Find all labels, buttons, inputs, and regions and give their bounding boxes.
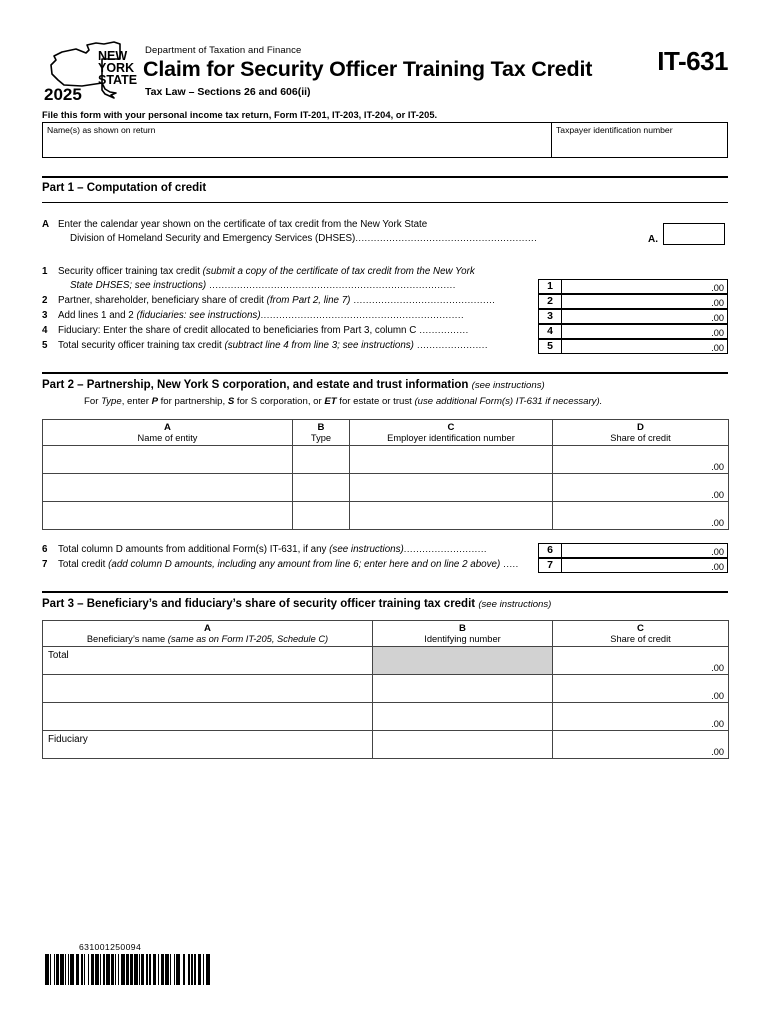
part2-row1-share[interactable] [553,446,729,474]
table-row [43,731,729,759]
part2-col-c-letter: C [447,422,455,433]
table-row [43,446,729,474]
item-a-text1: Enter the calendar year shown on the certificate of tax credit from the New York State [58,219,428,230]
item-a-dots: ........................................................... [355,233,538,243]
part2-col-d-letter: D [637,422,644,433]
part1-line-3-cents: .00 [711,313,724,323]
part3-title [42,598,551,610]
part3-table-header-row [43,621,729,647]
part2-row2-type[interactable] [293,474,350,502]
part1-line-2-numbox: 2 [538,294,562,309]
item-a-input[interactable] [663,223,725,245]
tax-law-reference: Tax Law – Sections 26 and 606(ii) [145,86,311,98]
part1-line-2-text [42,295,495,306]
part1-line-5-text [42,340,488,351]
part1-line-4-main: Fiduciary: Enter the share of credit allocated to beneficiaries from Part 3, column C [58,325,417,336]
page-title: Claim for Security Officer Training Tax Credit [143,57,593,81]
part2-row2-ein[interactable] [350,474,553,502]
name-field-label: Name(s) as shown on return [47,125,156,135]
part3-title-text: Part 3 – Beneficiary’s and fiduciary’s share of security officer training tax credit [42,598,479,610]
part2-col-b-label: Type [310,433,332,443]
part3-col-a-label-italic: (same as on Form IT-205, Schedule C) [167,634,329,644]
part3-row1-name[interactable] [43,647,373,675]
part1-line-3-dots: .................................................................. [260,310,465,320]
part2-line-7-main: Total credit [58,559,109,570]
table-row [43,502,729,530]
department-name: Department of Taxation and Finance [145,45,302,56]
part2-line-6-input[interactable] [561,543,728,558]
part2-line-6-main: Total column D amounts from additional Form(s) IT-631, if any [58,544,330,555]
part1-line-3-italic: (fiduciaries: see instructions) [136,310,261,321]
part1-line-4-row [42,325,728,340]
part2-row3-type[interactable] [293,502,350,530]
part1-line-4-number: 4 [42,325,48,336]
part2-col-c-label: Employer identification number [387,433,515,443]
item-a-text2: Division of Homeland Security and Emergency Services (DHSES) [70,233,356,244]
part1-line-2-number: 2 [42,295,48,306]
file-instruction: File this form with your personal income tax return, Form IT-201, IT-203, IT-204, or IT-205. [42,110,438,120]
part2-line-7-italic: (add column D amounts, including any amount from line 6; enter here and on line 2 above) [108,559,501,570]
part2-row2-share[interactable] [553,474,729,502]
new-york-state-logo [42,38,147,104]
part2-table-header-row [43,420,729,446]
part3-row3-cents: .00 [711,719,724,729]
part1-line-1-italic2: State DHSES; see instructions) [70,280,207,291]
part2-col-a-label: Name of entity [137,433,198,443]
part2-line-6-numbox: 6 [538,543,562,558]
part1-line-5-dots: ....................... [413,340,488,350]
table-row [43,703,729,731]
part3-col-a-label-text: Beneficiary’s name [86,634,168,644]
part3-row2-identifying[interactable] [373,675,553,703]
part3-col-c-header [553,621,729,647]
table-row [43,474,729,502]
part3-col-a-header [43,621,373,647]
part1-bottom-rule [42,202,728,203]
part2-row1-ein[interactable] [350,446,553,474]
part1-line-2-row [42,295,728,310]
part1-line-5-numbox: 5 [538,339,562,354]
part3-table [42,620,729,759]
part3-row4-cents: .00 [711,747,724,757]
part1-line-5-main: Total security officer training tax credit [58,340,225,351]
part2-table [42,419,729,530]
part1-line-2-input[interactable] [561,294,728,309]
part2-line-6-number: 6 [42,544,48,555]
part3-row3-share[interactable] [553,703,729,731]
part1-line-1-number: 1 [42,266,48,277]
part1-line-1-row [42,266,728,295]
part3-row2-name[interactable] [43,675,373,703]
part3-col-a-label [87,634,328,644]
part2-line-7-row [42,559,728,574]
part1-line-3-row [42,310,728,325]
part2-line-7-input[interactable] [561,558,728,573]
part1-line-3-text [42,310,464,321]
part3-row1-cents: .00 [711,663,724,673]
part2-row3-ein[interactable] [350,502,553,530]
part2-row3-share[interactable] [553,502,729,530]
part1-line-1-numbox: 1 [538,279,562,294]
part2-line-7-text [42,559,519,570]
part1-line-4-dots: ................ [416,325,469,335]
part1-line-3-main: Add lines 1 and 2 [58,310,137,321]
part1-line-3-input[interactable] [561,309,728,324]
part1-line-1-text [42,266,475,277]
part3-row2-share[interactable] [553,675,729,703]
logo-year: 2025 [44,85,82,104]
part2-row1-type[interactable] [293,446,350,474]
part2-row2-cents: .00 [711,490,724,500]
part2-line-7-dots: ..... [500,559,519,569]
part2-line-6-italic: (see instructions) [329,544,404,555]
item-a-line2 [70,233,537,244]
part2-line-6-cents: .00 [711,547,724,557]
part2-subtitle: For Type, enter P for partnership, S for S corporation, or ET for estate or trust (use additional Form(s) IT-631 if necessary). [84,396,603,407]
barcode-number: 631001250094 [79,942,142,952]
tin-field-label: Taxpayer identification number [556,125,673,135]
logo-line1: NEW [98,49,128,63]
part1-top-rule [42,176,728,178]
part1-line-1-italic: (submit a copy of the certificate of tax credit from the New York [202,266,475,277]
part1-line-2-main: Partner, shareholder, beneficiary share of credit [58,295,267,306]
part2-col-a-header [43,420,293,446]
part2-col-d-label: Share of credit [610,433,671,443]
part3-row4-identifying[interactable] [373,731,553,759]
part1-line-5-number: 5 [42,340,48,351]
part2-col-b-letter: B [317,422,325,433]
part3-row1-identifying-shaded [373,647,553,675]
part2-row3-name[interactable] [43,502,293,530]
part2-col-a-letter: A [164,422,171,433]
part2-title [42,379,545,391]
part2-line-7-numbox: 7 [538,558,562,573]
part3-col-c-letter: C [637,623,644,634]
part1-line-2-italic: (from Part 2, line 7) [266,295,351,306]
part1-line-2-dots: .............................................. [350,295,496,305]
part1-line-1-main: Security officer training tax credit [58,266,203,277]
part2-line-7-cents: .00 [711,562,724,572]
taxpayer-identification-box [42,122,728,158]
ny-state-outline-icon [42,38,147,104]
part3-top-rule [42,591,728,593]
table-row [43,675,729,703]
part3-row3-identifying[interactable] [373,703,553,731]
part1-line-3-numbox: 3 [538,309,562,324]
part3-title-note: (see instructions) [478,599,552,610]
item-a-line1 [42,219,427,230]
part2-col-c-header [350,420,553,446]
part1-line-2-cents: .00 [711,298,724,308]
part3-col-c-label: Share of credit [610,634,671,644]
barcode-image [45,954,210,985]
part1-line-4-numbox: 4 [538,324,562,339]
part3-row4-label: Fiduciary [48,734,88,745]
part2-top-rule [42,372,728,374]
part2-line-6-text [42,544,487,555]
part2-row3-cents: .00 [711,518,724,528]
part1-line-4-text [42,325,469,336]
part2-row2-name[interactable] [43,474,293,502]
part1-line-1-dots: ................................................................................ [206,280,456,290]
name-field-cell[interactable] [43,123,552,157]
part1-line-1-input[interactable] [561,279,728,294]
part3-row2-cents: .00 [711,691,724,701]
part2-row1-name[interactable] [43,446,293,474]
part2-title-text: Part 2 – Partnership, New York S corporation, and estate and trust information [42,379,472,391]
logo-line2: YORK [98,61,135,75]
item-a-answer-label: A. [648,234,658,245]
item-a-letter: A [42,219,50,230]
part3-row3-name[interactable] [43,703,373,731]
part1-line-4-input[interactable] [561,324,728,339]
table-row [43,647,729,675]
part1-line-5-cents: .00 [711,343,724,353]
part2-line-6-dots: ........................... [403,544,487,554]
part3-row1-share[interactable] [553,647,729,675]
part3-col-b-label: Identifying number [424,634,501,644]
part1-line-1-cents: .00 [711,283,724,293]
form-header [42,38,728,106]
part3-row4-share[interactable] [553,731,729,759]
part2-line-6-row [42,544,728,559]
part2-col-d-header [553,420,729,446]
part3-row4-name[interactable] [43,731,373,759]
part1-line-5-italic: (subtract line 4 from line 3; see instructions) [224,340,414,351]
part1-title: Part 1 – Computation of credit [42,182,207,194]
part1-lines [42,266,728,355]
part1-line-5-row [42,340,728,355]
part3-col-b-header [373,621,553,647]
part1-line-1-cont [70,280,456,291]
part1-line-5-input[interactable] [561,339,728,354]
part2-lines [42,544,728,574]
part2-line-7-number: 7 [42,559,48,570]
logo-line3: STATE [98,73,138,87]
part2-row1-cents: .00 [711,462,724,472]
part3-row1-label: Total [48,650,69,661]
tin-field-cell[interactable] [552,123,727,157]
part2-title-note: (see instructions) [471,380,545,391]
form-number: IT-631 [657,46,728,76]
part1-line-4-cents: .00 [711,328,724,338]
part1-line-3-number: 3 [42,310,48,321]
part3-col-b-letter: B [459,623,466,634]
part2-col-b-header [293,420,350,446]
part3-col-a-letter: A [204,623,211,634]
